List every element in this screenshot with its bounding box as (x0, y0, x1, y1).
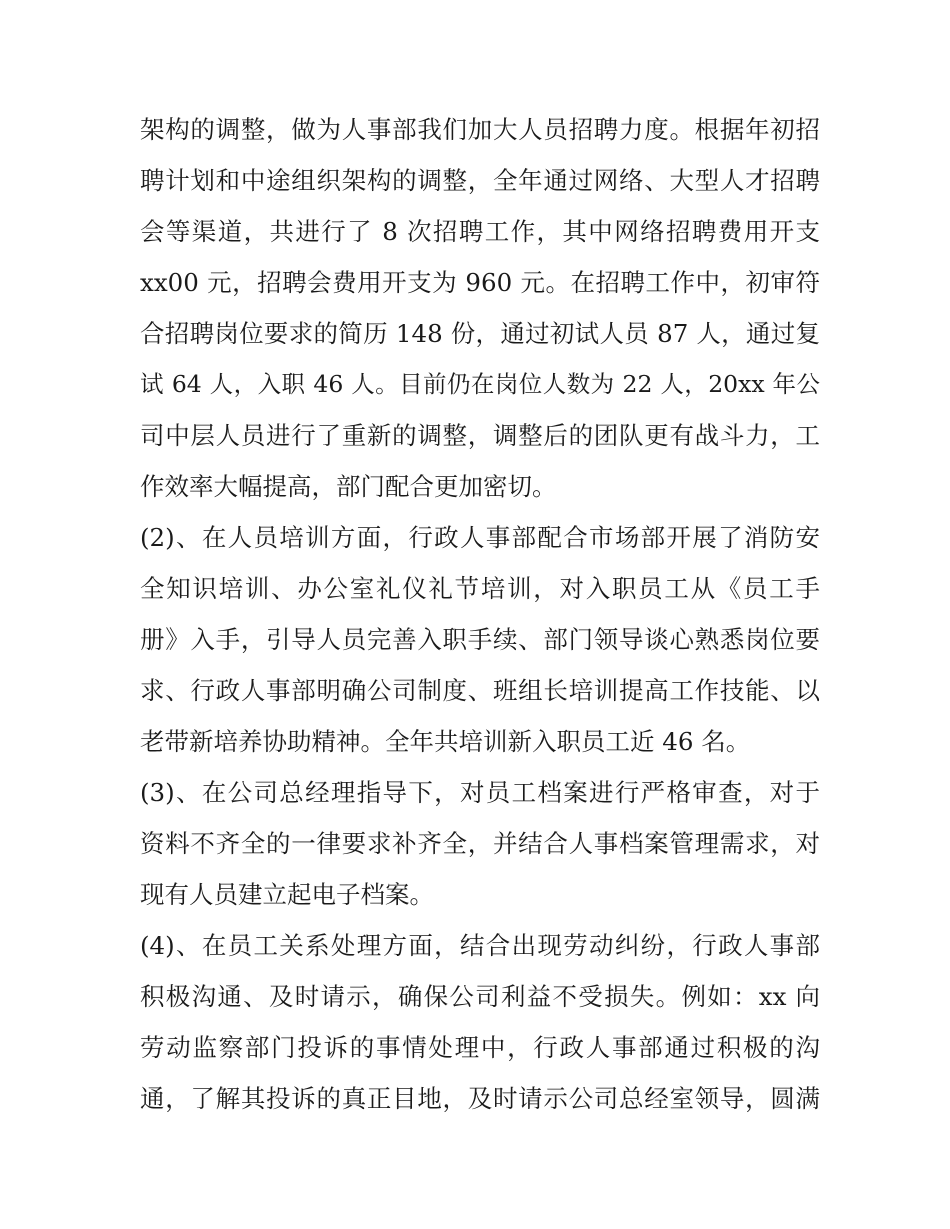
text-line: 试 64 人，入职 46 人。目前仍在岗位人数为 22 人，20xx 年公 (140, 370, 820, 398)
text-line: xx00 元，招聘会费用开支为 960 元。在招聘工作中，初审符 (140, 268, 820, 297)
text-line: (2)、在人员培训方面，行政人事部配合市场部开展了消防安 (140, 523, 820, 552)
text-line: 求、行政人事部明确公司制度、班组长培训提高工作技能、以 (140, 676, 820, 705)
document-body (140, 104, 820, 1124)
text-line: 资料不齐全的一律要求补齐全，并结合人事档案管理需求，对 (140, 829, 820, 858)
text-line: 册》入手，引导人员完善入职手续、部门领导谈心熟悉岗位要 (140, 625, 820, 654)
text-line: 聘计划和中途组织架构的调整，全年通过网络、大型人才招聘 (140, 166, 820, 195)
text-line: (3)、在公司总经理指导下，对员工档案进行严格审查，对于 (140, 778, 820, 807)
text-line: 现有人员建立起电子档案。 (140, 880, 434, 909)
text-line: 老带新培养协助精神。全年共培训新入职员工近 46 名。 (140, 727, 751, 756)
text-line: (4)、在员工关系处理方面，结合出现劳动纠纷，行政人事部 (140, 931, 820, 960)
text-line: 劳动监察部门投诉的事情处理中，行政人事部通过积极的沟 (140, 1033, 820, 1062)
text-line: 合招聘岗位要求的简历 148 份，通过初试人员 87 人，通过复 (140, 319, 820, 348)
text-line: 全知识培训、办公室礼仪礼节培训，对入职员工从《员工手 (140, 574, 820, 603)
text-line: 架构的调整，做为人事部我们加大人员招聘力度。根据年初招 (140, 115, 820, 144)
text-line: 积极沟通、及时请示，确保公司利益不受损失。例如：xx 向 (140, 982, 820, 1011)
text-line: 会等渠道，共进行了 8 次招聘工作，其中网络招聘费用开支 (140, 217, 820, 246)
text-line: 司中层人员进行了重新的调整，调整后的团队更有战斗力，工 (140, 421, 820, 450)
text-line: 通，了解其投诉的真正目地，及时请示公司总经室领导，圆满 (140, 1084, 820, 1113)
text-line: 作效率大幅提高，部门配合更加密切。 (140, 472, 557, 501)
